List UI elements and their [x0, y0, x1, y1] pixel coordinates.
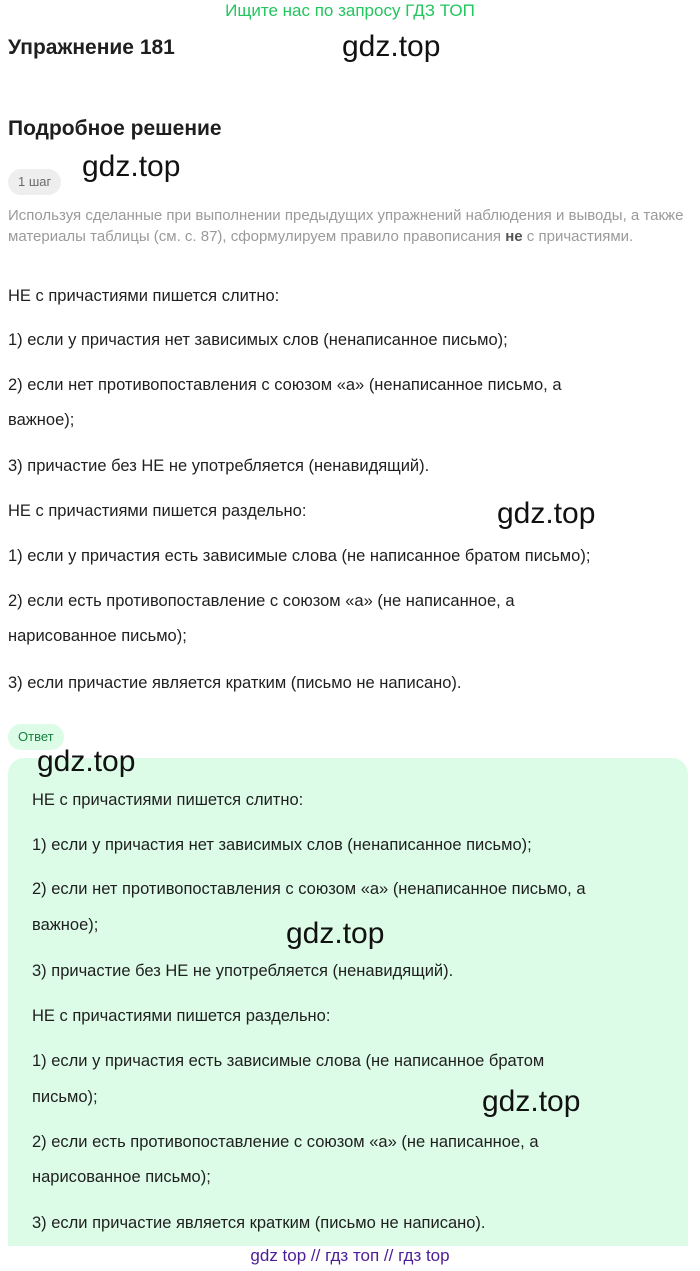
- footer-watermark: gdz top // гдз топ // гдз top: [250, 1246, 450, 1265]
- rule-together-heading: НЕ с причастиями пишется слитно:: [8, 287, 280, 305]
- section-title: Подробное решение: [8, 117, 222, 140]
- answer-rule-item-continued: важное);: [32, 916, 99, 934]
- answer-rule-item: 1) если у причастия нет зависимых слов (ненаписанное письмо);: [32, 836, 532, 854]
- watermark: gdz.top: [497, 497, 596, 530]
- rule-item-continued: нарисованное письмо);: [8, 627, 187, 645]
- answer-rule-separate-heading: НЕ с причастиями пишется раздельно:: [32, 1007, 331, 1025]
- answer-rule-item: 2) если есть противопоставление с союзом «а» (не написанное, а: [32, 1133, 539, 1151]
- rule-item: 3) причастие без НЕ не употребляется (ненавидящий).: [8, 457, 430, 475]
- watermark: gdz.top: [342, 30, 441, 63]
- answer-rule-item-continued: письмо);: [32, 1088, 98, 1106]
- answer-rule-item: 3) причастие без НЕ не употребляется (ненавидящий).: [32, 962, 454, 980]
- watermark: gdz.top: [37, 745, 136, 778]
- rule-item-continued: важное);: [8, 411, 75, 429]
- rule-item: 1) если у причастия нет зависимых слов (ненаписанное письмо);: [8, 331, 508, 349]
- rule-item: 2) если есть противопоставление с союзом «а» (не написанное, а: [8, 592, 515, 610]
- search-banner: Ищите нас по запросу ГДЗ ТОП: [225, 1, 475, 20]
- rule-item: 3) если причастие является кратким (письмо не написано).: [8, 674, 462, 692]
- watermark: gdz.top: [482, 1085, 581, 1118]
- intro-text: [8, 205, 692, 247]
- watermark: gdz.top: [82, 150, 181, 183]
- exercise-title: Упражнение 181: [8, 36, 175, 59]
- rule-item: 2) если нет противопоставления с союзом «а» (ненаписанное письмо, а: [8, 376, 562, 394]
- answer-rule-together-heading: НЕ с причастиями пишется слитно:: [32, 791, 304, 809]
- intro-text-start: Используя сделанные при выполнении предыдущих упражнений наблюдения и выводы, а также материалы таблицы (см. с. 87), сформулируем правило правописания: [8, 207, 684, 245]
- intro-text-bold: не: [505, 228, 523, 245]
- answer-rule-item-continued: нарисованное письмо);: [32, 1168, 211, 1186]
- rule-item: 1) если у причастия есть зависимые слова (не написанное братом письмо);: [8, 547, 591, 565]
- answer-rule-item: 2) если нет противопоставления с союзом «а» (ненаписанное письмо, а: [32, 880, 586, 898]
- answer-badge: Ответ: [8, 724, 64, 750]
- step-badge: 1 шаг: [8, 169, 61, 195]
- rule-separate-heading: НЕ с причастиями пишется раздельно:: [8, 502, 307, 520]
- watermark: gdz.top: [286, 917, 385, 950]
- answer-rule-item: 1) если у причастия есть зависимые слова (не написанное братом: [32, 1052, 545, 1070]
- answer-rule-item: 3) если причастие является кратким (письмо не написано).: [32, 1214, 486, 1232]
- intro-text-end: с причастиями.: [522, 228, 634, 245]
